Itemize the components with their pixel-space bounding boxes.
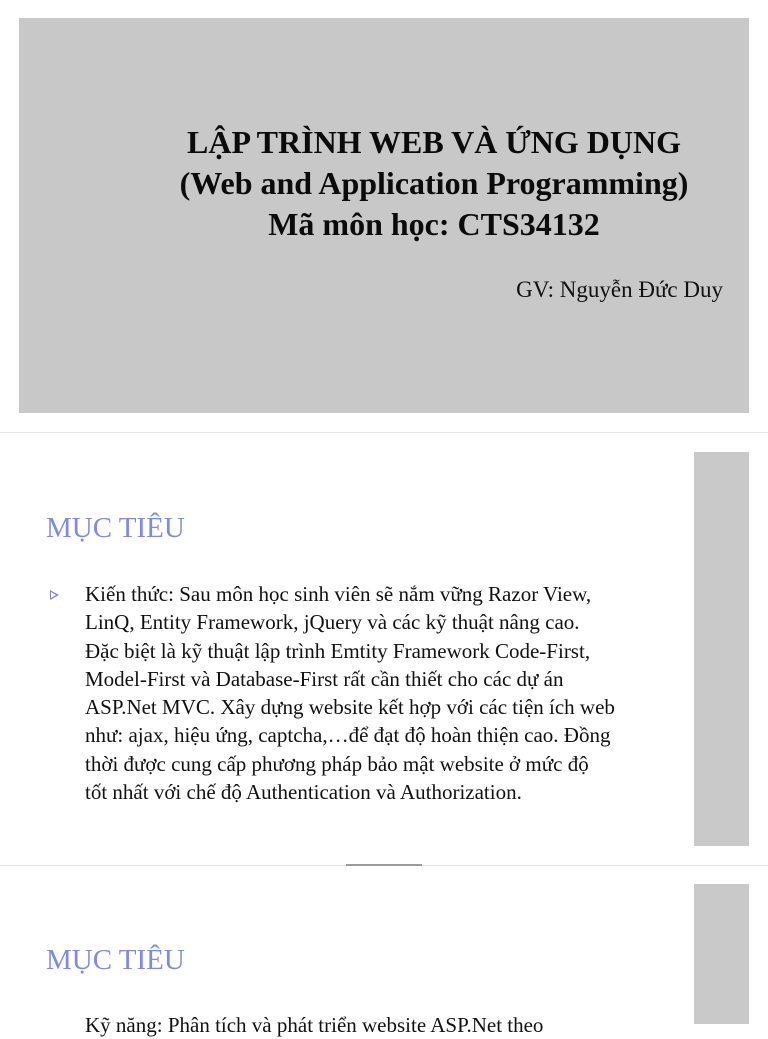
slide-title [139,122,729,245]
objective-paragraph [85,580,685,806]
slide-heading: MỤC TIÊU [46,512,185,544]
slide-heading: MỤC TIÊU [46,944,185,976]
paragraph-line: thời được cung cấp phương pháp bảo mật website ở mức độ [85,751,589,776]
bullet-triangle-icon [50,590,59,600]
paragraph-line: như: ajax, hiệu ứng, captcha,…để đạt độ hoàn thiện cao. Đồng [85,723,611,748]
objective-paragraph [85,1011,685,1039]
title-line-3: Mã môn học: CTS34132 [268,206,600,242]
slide-divider [0,432,768,433]
title-line-1: LẬP TRÌNH WEB VÀ ỨNG DỤNG [187,124,681,160]
title-line-2: (Web and Application Programming) [179,165,689,201]
slide-side-bar [694,884,749,1024]
paragraph-line: Đặc biệt là kỹ thuật lập trình Emtity Framework Code-First, [85,638,591,663]
paragraph-line: Kiến thức: Sau môn học sinh viên sẽ nắm vững Razor View, [85,582,592,606]
paragraph-line: LinQ, Entity Framework, jQuery và các kỹ thuật nâng cao. [85,610,580,635]
title-slide [19,18,749,413]
page-break-marker [346,864,422,866]
paragraph-line: ASP.Net MVC. Xây dựng website kết hợp với các tiện ích web [85,695,615,720]
slide-side-bar [694,452,749,846]
paragraph-line: tốt nhất với chế độ Authentication và Authorization. [85,780,522,805]
paragraph-line: Kỹ năng: Phân tích và phát triển website ASP.Net theo [85,1013,544,1037]
paragraph-line: Model-First và Database-First rất cần thiết cho các dự án [85,666,564,691]
teacher-name: GV: Nguyễn Đức Duy [516,277,723,302]
